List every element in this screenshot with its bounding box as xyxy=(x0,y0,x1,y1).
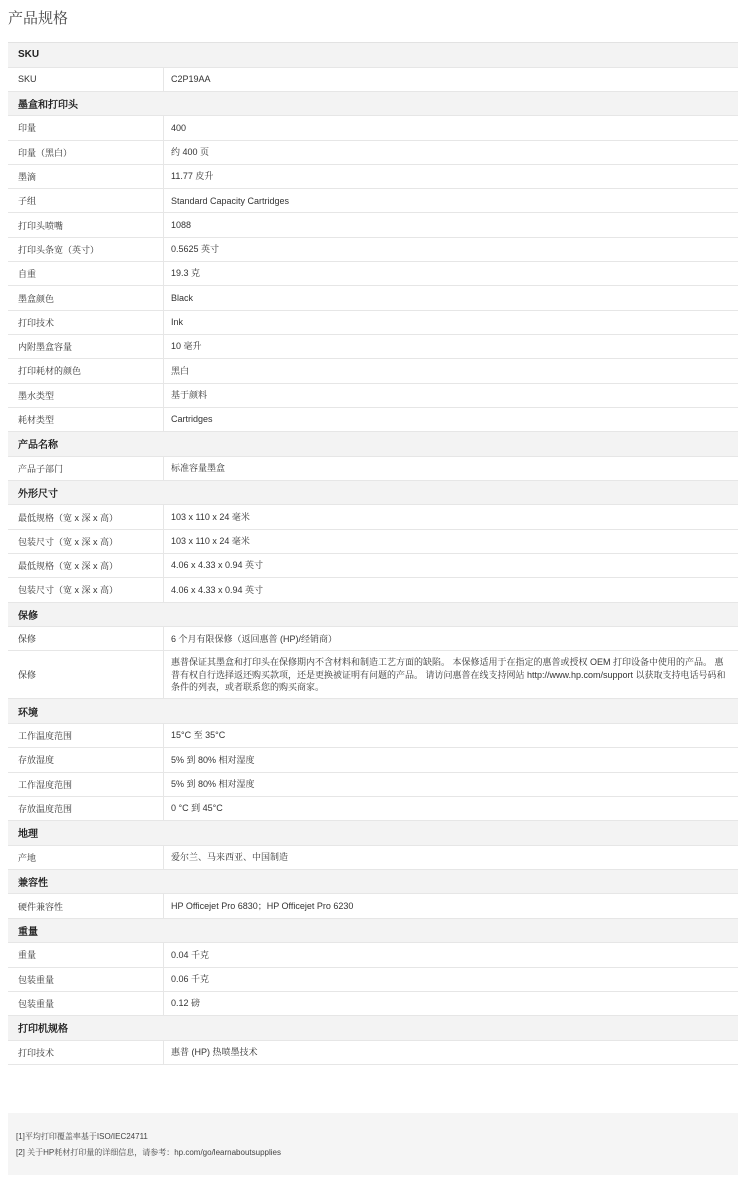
spec-row xyxy=(8,213,738,237)
section-header-row xyxy=(8,92,738,117)
spec-row xyxy=(8,286,738,310)
spec-row xyxy=(8,359,738,383)
spec-label: 最低规格（宽 x 深 x 高） xyxy=(18,561,119,572)
spec-row xyxy=(8,943,738,967)
spec-value: 6 个月有限保修（返回惠普 (HP)/经销商） xyxy=(163,627,738,650)
spec-row xyxy=(8,68,738,92)
spec-value: 103 x 110 x 24 毫米 xyxy=(163,530,738,553)
spec-label: 打印耗材的颜色 xyxy=(18,366,82,377)
spec-label: 子组 xyxy=(18,196,37,207)
spec-value: 爱尔兰、马来西亚、中国制造 xyxy=(163,846,738,869)
spec-label: 包装重量 xyxy=(18,998,55,1009)
spec-row xyxy=(8,627,738,651)
spec-value: 4.06 x 4.33 x 0.94 英寸 xyxy=(163,554,738,577)
spec-label: 墨水类型 xyxy=(18,390,55,401)
spec-value: HP Officejet Pro 6830；HP Officejet Pro 6230 xyxy=(163,894,738,917)
spec-label: 耗材类型 xyxy=(18,415,55,425)
spec-label: 工作温度范围 xyxy=(18,731,73,742)
spec-value: 基于颜料 xyxy=(163,384,738,407)
section-title: 环境 xyxy=(18,707,38,719)
section-title: 重量 xyxy=(18,926,38,938)
section-title: 打印机规格 xyxy=(18,1024,68,1036)
spec-value: 0.04 千克 xyxy=(163,943,738,966)
spec-label: 保修 xyxy=(18,634,37,645)
spec-label: 包装尺寸（宽 x 深 x 高） xyxy=(18,585,119,596)
spec-label: 包装重量 xyxy=(18,974,55,985)
spec-label: 墨盒颜色 xyxy=(18,293,55,304)
spec-label: 包装尺寸（宽 x 深 x 高） xyxy=(18,536,119,547)
spec-row xyxy=(8,408,738,432)
footnote: [1]平均打印覆盖率基于ISO/IEC24711 xyxy=(16,1132,148,1141)
spec-label: 打印技术 xyxy=(18,317,55,328)
footnotes xyxy=(8,1113,738,1175)
section-title: 墨盒和打印头 xyxy=(18,100,78,112)
section-title: 外形尺寸 xyxy=(18,489,58,501)
spec-value: 0.12 磅 xyxy=(163,992,738,1015)
section-header-row xyxy=(8,432,738,457)
spec-value: 0.5625 英寸 xyxy=(163,238,738,261)
spec-value: 103 x 110 x 24 毫米 xyxy=(163,505,738,528)
spec-row xyxy=(8,116,738,140)
spec-table xyxy=(8,42,738,1065)
spec-value: 标准容量墨盒 xyxy=(163,457,738,480)
spec-row xyxy=(8,968,738,992)
spec-value: Ink xyxy=(163,311,738,334)
spec-value: 0.06 千克 xyxy=(163,968,738,991)
spec-value: Cartridges xyxy=(163,408,738,431)
spec-row xyxy=(8,846,738,870)
section-title: 兼容性 xyxy=(18,878,48,890)
spec-label: 产品子部门 xyxy=(18,463,64,474)
spec-label: 产地 xyxy=(18,852,37,863)
spec-label: 存放湿度 xyxy=(18,755,55,766)
spec-label: 硬件兼容性 xyxy=(18,901,64,912)
spec-label: 自重 xyxy=(18,269,37,280)
spec-row xyxy=(8,505,738,529)
spec-row xyxy=(8,530,738,554)
spec-value: 黑白 xyxy=(163,359,738,382)
spec-value: 19.3 克 xyxy=(163,262,738,285)
spec-label: 保修 xyxy=(18,670,37,681)
spec-row xyxy=(8,748,738,772)
spec-row xyxy=(8,311,738,335)
spec-row xyxy=(8,992,738,1016)
spec-label: 打印头条宽（英寸） xyxy=(18,244,100,255)
spec-label: 印量（黑白） xyxy=(18,147,73,158)
spec-value: C2P19AA xyxy=(163,68,738,91)
spec-label: 印量 xyxy=(18,123,37,134)
spec-value: Standard Capacity Cartridges xyxy=(163,189,738,212)
spec-row xyxy=(8,554,738,578)
section-header-row xyxy=(8,603,738,628)
spec-label: 工作湿度范围 xyxy=(18,779,73,790)
spec-label: SKU xyxy=(18,74,37,85)
section-header-row xyxy=(8,821,738,846)
spec-value: 惠普 (HP) 热喷墨技术 xyxy=(163,1041,738,1064)
spec-row xyxy=(8,238,738,262)
spec-row xyxy=(8,262,738,286)
footnote: [2] 关于HP耗材打印量的详细信息，请参考：hp.com/go/learnaboutsupplies xyxy=(16,1148,281,1157)
spec-value: 4.06 x 4.33 x 0.94 英寸 xyxy=(163,578,738,601)
spec-value: 10 毫升 xyxy=(163,335,738,358)
spec-row xyxy=(8,724,738,748)
spec-row xyxy=(8,578,738,602)
section-header-row xyxy=(8,43,738,68)
spec-label: 墨滴 xyxy=(18,172,37,183)
section-title: 地理 xyxy=(18,829,38,841)
spec-label: 最低规格（宽 x 深 x 高） xyxy=(18,512,119,523)
spec-value: 1088 xyxy=(163,213,738,236)
section-title: 产品名称 xyxy=(18,440,58,452)
spec-row xyxy=(8,384,738,408)
spec-value: 约 400 页 xyxy=(163,141,738,164)
section-header-row xyxy=(8,870,738,895)
spec-value: 5% 到 80% 相对湿度 xyxy=(163,748,738,771)
section-header-row xyxy=(8,1016,738,1041)
spec-label: 重量 xyxy=(18,950,37,961)
spec-value: 400 xyxy=(163,116,738,139)
spec-value: 5% 到 80% 相对湿度 xyxy=(163,773,738,796)
spec-row xyxy=(8,797,738,821)
spec-label: 打印技术 xyxy=(18,1047,55,1058)
section-header-row xyxy=(8,699,738,724)
spec-row xyxy=(8,165,738,189)
spec-row xyxy=(8,457,738,481)
spec-row xyxy=(8,1041,738,1065)
spec-label: 内附墨盒容量 xyxy=(18,342,73,353)
spec-value: 11.77 皮升 xyxy=(163,165,738,188)
spec-row xyxy=(8,773,738,797)
spec-row xyxy=(8,141,738,165)
spec-row xyxy=(8,335,738,359)
spec-label: 存放温度范围 xyxy=(18,803,73,814)
spec-label: 打印头喷嘴 xyxy=(18,220,64,231)
section-header-row xyxy=(8,481,738,506)
page-title: 产品规格 xyxy=(8,10,69,27)
section-title: 保修 xyxy=(18,610,38,622)
spec-value: 惠普保证其墨盒和打印头在保修期内不含材料和制造工艺方面的缺陷。 本保修适用于在指定的惠普或授权 OEM 打印设备中使用的产品。 惠普有权自行选择返还购买款项，还是更换被证明有问题的产品。 请访问惠普在线支持网站 http://www.hp.com/support 以获取支持电话号码和条件的列表，或者联系您的购买商家。 xyxy=(163,651,738,698)
spec-row xyxy=(8,189,738,213)
spec-row xyxy=(8,651,738,699)
spec-value: 0 °C 到 45°C xyxy=(163,797,738,820)
spec-value: 15°C 至 35°C xyxy=(163,724,738,747)
spec-value: Black xyxy=(163,286,738,309)
section-title: SKU xyxy=(18,49,40,61)
section-header-row xyxy=(8,919,738,944)
spec-row xyxy=(8,894,738,918)
